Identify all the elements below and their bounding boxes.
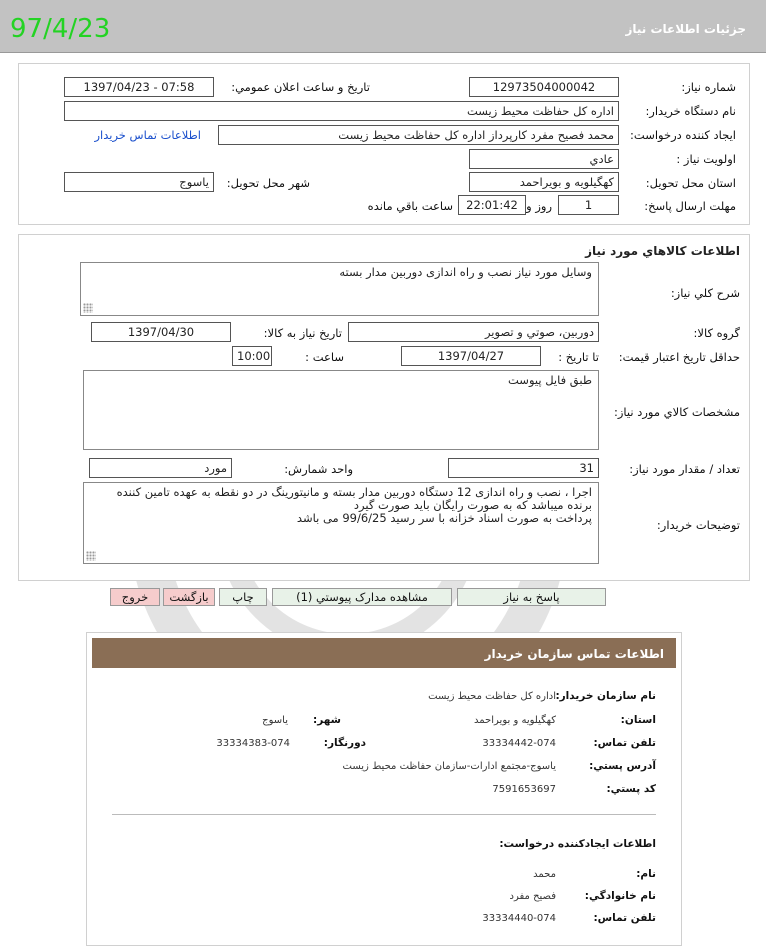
reply-button[interactable]: پاسخ به نياز	[457, 588, 606, 606]
buyer-label: نام دستگاه خريدار:	[645, 104, 736, 118]
notes-label: توضيحات خريدار:	[656, 518, 740, 532]
date-stamp: 97/4/23	[10, 14, 111, 44]
org-value: اداره کل حفاظت محيط زيست	[428, 691, 556, 702]
creator-phone-value: 33334440-074	[482, 913, 556, 924]
contact-province-label: استان:	[620, 714, 656, 726]
need-number-field[interactable]: 1297350400004‎2	[469, 77, 619, 97]
address-label: آدرس پستي:	[589, 760, 656, 772]
creator-field[interactable]: محمد فصيح مفرد کارپرداز اداره کل حفاظت محيط زيست	[218, 125, 619, 145]
deadline-label: مهلت ارسال پاسخ:	[644, 199, 736, 213]
resize-grip-icon[interactable]	[86, 551, 96, 561]
city-field[interactable]: ياسوج	[64, 172, 214, 192]
need-number-label: شماره نياز:	[681, 80, 736, 94]
unit-field[interactable]: مورد	[89, 458, 232, 478]
creator-phone-label: تلفن تماس:	[593, 912, 656, 924]
province-field[interactable]: کهگيلويه و بويراحمد	[469, 172, 619, 192]
contact-title: اطلاعات تماس سازمان خريدار	[484, 647, 664, 661]
exit-button[interactable]: خروج	[110, 588, 160, 606]
divider	[112, 814, 656, 815]
need-date-field[interactable]: 1397/04/30	[91, 322, 231, 342]
contact-header	[92, 638, 676, 668]
print-button[interactable]: چاپ	[219, 588, 267, 606]
spec-label: مشخصات کالاي مورد نياز:	[613, 405, 740, 419]
group-label: گروه کالا:	[693, 326, 740, 340]
fax-label: دورنگار:	[323, 737, 366, 749]
page-title: جزئيات اطلاعات نياز	[625, 22, 746, 36]
notes-line-2: پرداخت به صورت اسناد خزانه با سر رسيد 99/6/25 می باشد	[296, 511, 592, 525]
unit-label: واحد شمارش:	[284, 462, 353, 476]
contact-province-value: کهگيلويه و بويراحمد	[474, 715, 556, 726]
announce-field[interactable]: 1397/04/23 - 07:58	[64, 77, 214, 97]
days-word: روز و	[526, 199, 552, 213]
deadline-days-field[interactable]: 1	[558, 195, 619, 215]
postal-value: 7591653697	[492, 784, 556, 795]
spec-text: طبق فايل پيوست	[508, 373, 592, 387]
announce-label: تاريخ و ساعت اعلان عمومي:	[231, 80, 370, 94]
family-label: نام خانوادگي:	[584, 890, 656, 902]
back-button[interactable]: بازگشت	[163, 588, 215, 606]
province-label: استان محل تحويل:	[645, 176, 736, 190]
goods-section-title: اطلاعات کالاهاي مورد نياز	[585, 244, 740, 258]
desc-label: شرح کلي نياز:	[670, 286, 740, 300]
qty-field[interactable]: 31	[448, 458, 599, 478]
spec-textarea[interactable]	[83, 370, 599, 450]
fax-value: 33334383-074	[216, 738, 290, 749]
contact-city-label: شهر:	[313, 714, 341, 726]
org-label: نام سازمان خريدار:	[555, 690, 656, 702]
city-label: شهر محل تحويل:	[226, 176, 310, 190]
notes-line-1: اجرا ، نصب و راه اندازی 12 دستگاه دوربين مدار بسته و مانيتورينگ در دو نقطه به عهده تامين کننده برنده ميباشد که به صورت رايگان بايد صورت گيرد	[116, 485, 592, 512]
resize-grip-icon[interactable]	[83, 303, 93, 313]
phone-value: 33334442-074	[482, 738, 556, 749]
postal-label: کد پستي:	[606, 783, 656, 795]
qty-label: تعداد / مقدار مورد نياز:	[629, 462, 740, 476]
name-value: محمد	[533, 869, 556, 880]
buyer-field[interactable]: اداره کل حفاظت محيط زيست	[64, 101, 619, 121]
to-date-field[interactable]: 1397/04/27	[401, 346, 541, 366]
desc-text: وسايل مورد نياز نصب و راه اندازی دوربين مدار بسته	[339, 265, 592, 279]
desc-textarea[interactable]	[80, 262, 599, 316]
attachments-button[interactable]: مشاهده مدارک پيوستي (1)	[272, 588, 452, 606]
family-value: فصيح مفرد	[509, 891, 556, 902]
time-label: ساعت :	[305, 350, 344, 364]
name-label: نام:	[636, 868, 656, 880]
to-date-label: تا تاريخ :	[558, 350, 599, 364]
priority-label: اولويت نياز :	[676, 152, 736, 166]
creator-section-title: اطلاعات ايجادکننده درخواست:	[499, 838, 656, 850]
creator-label: ايجاد کننده درخواست:	[630, 128, 736, 142]
deadline-time-field[interactable]: 22:01:42	[458, 195, 526, 215]
address-value: ياسوج-مجتمع ادارات-سازمان حفاظت محيط زيست	[342, 761, 556, 772]
priority-field[interactable]: عادي	[469, 149, 619, 169]
validity-label: حداقل تاريخ اعتبار قيمت:	[618, 350, 740, 364]
contact-city-value: ياسوج	[262, 715, 288, 726]
group-field[interactable]: دوربين، صوتي و تصوير	[348, 322, 599, 342]
time-field[interactable]: 10:00	[232, 346, 272, 366]
phone-label: تلفن تماس:	[593, 737, 656, 749]
need-date-label: تاريخ نياز به کالا:	[263, 326, 342, 340]
notes-textarea[interactable]	[83, 482, 599, 564]
remaining-label: ساعت باقي مانده	[367, 199, 453, 213]
buyer-contact-link[interactable]: اطلاعات تماس خريدار	[94, 128, 201, 142]
